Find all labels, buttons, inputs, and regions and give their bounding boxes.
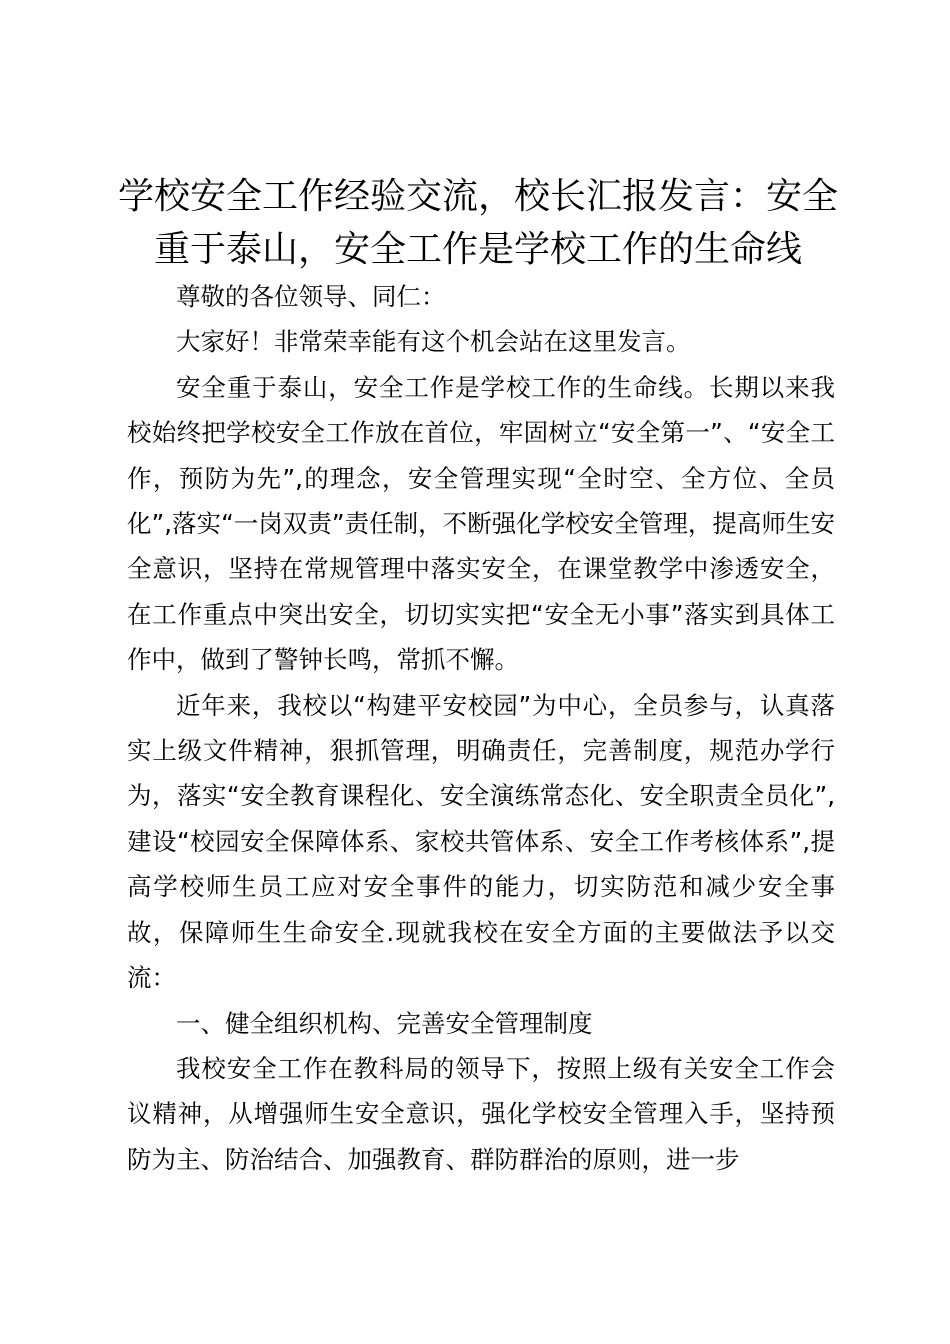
body-paragraph: 安全重于泰山，安全工作是学校工作的生命线。长期以来我校始终把学校安全工作放在首位，牢固树立“安全第一”、“安全工作，预防为先”,的理念，安全管理实现“全时空、全方位、全员化”,落实“一岗双责”责任制，不断强化学校安全管理，提高师生安全意识，坚持在常规管理中落实安全，在课堂教学中渗透安全，在工作重点中突出安全，切切实实把“安全无小事”落实到具体工作中，做到了警钟长鸣，常抓不懈。 — [127, 372, 835, 675]
section-heading: 一、健全组织机构、完善安全管理制度 — [176, 1008, 593, 1038]
body-paragraph: 近年来，我校以“构建平安校园”为中心，全员参与，认真落实上级文件精神，狠抓管理，明确责任，完善制度，规范办学行为，落实“安全教育课程化、安全演练常态化、安全职责全员化”,建设“校园安全保障体系、家校共管体系、安全工作考核体系”,提高学校师生员工应对安全事件的能力，切实防范和减少安全事故，保障师生生命安全.现就我校在安全方面的主要做法予以交流： — [127, 690, 835, 993]
body-paragraph: 我校安全工作在教科局的领导下，按照上级有关安全工作会议精神，从增强师生安全意识，强化学校安全管理入手，坚持预防为主、防治结合、加强教育、群防群治的原则，进一步 — [127, 1053, 835, 1174]
document-body — [127, 274, 835, 1182]
salutation-paragraph: 尊敬的各位领导、同仁： — [176, 282, 446, 311]
document-title: 学校安全工作经验交流，校长汇报发言：安全重于泰山，安全工作是学校工作的生命线 — [118, 176, 839, 270]
greeting-paragraph: 大家好！非常荣幸能有这个机会站在这里发言。 — [176, 327, 691, 357]
